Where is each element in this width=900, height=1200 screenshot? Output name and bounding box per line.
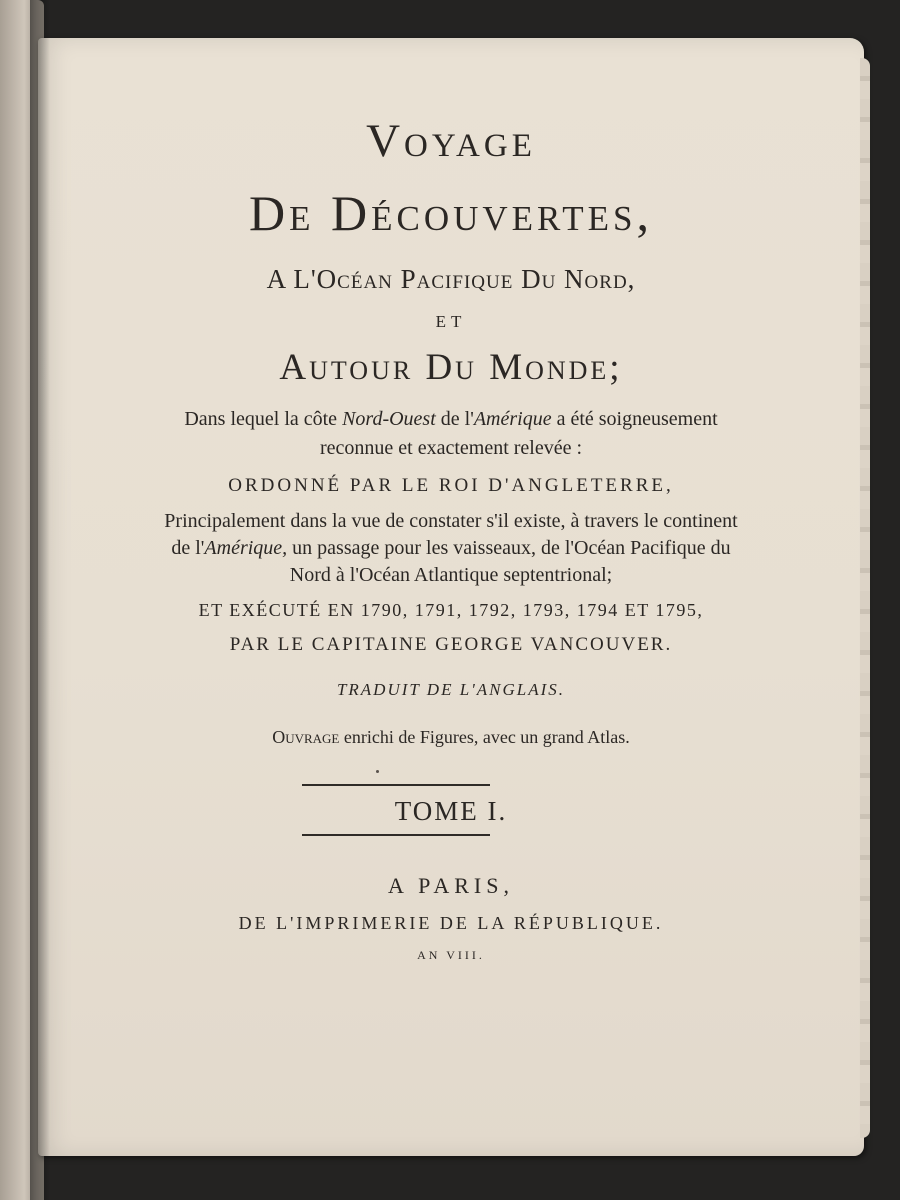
imprint-year: AN VIII. xyxy=(417,948,485,962)
description-line-2: reconnue et exactement relevée : xyxy=(319,437,583,459)
ordonne-line: ORDONNÉ PAR LE ROI D'ANGLETERRE, xyxy=(228,475,674,496)
translated-line: TRADUIT DE L'ANGLAIS. xyxy=(336,680,566,699)
tome-label: TOME I. xyxy=(394,796,508,826)
captain-line: PAR LE CAPITAINE GEORGE VANCOUVER. xyxy=(229,634,673,655)
ink-speck xyxy=(376,770,379,773)
purpose-line-3: Nord à l'Océan Atlantique septentrional; xyxy=(289,564,613,586)
title-line-decouvertes: De Découvertes, xyxy=(249,185,653,241)
purpose-line-2: de l'Amérique, un passage pour les vaisseaux, de l'Océan Pacifique du xyxy=(171,537,731,559)
title-line-ocean-pacifique: A L'Océan Pacifique Du Nord, xyxy=(266,264,636,294)
title-line-voyage: Voyage xyxy=(366,115,536,167)
title-line-et: ET xyxy=(435,312,467,331)
purpose-line-1: Principalement dans la vue de constater s'il existe, à travers le continent xyxy=(164,510,738,532)
tome-rule-top xyxy=(302,784,490,786)
description-line-1: Dans lequel la côte Nord-Ouest de l'Amérique a été soigneusement xyxy=(184,408,718,430)
tome-rule-bottom xyxy=(302,834,490,836)
imprint-printer: DE L'IMPRIMERIE DE LA RÉPUBLIQUE. xyxy=(238,913,664,933)
title-line-autour-du-monde: Autour Du Monde; xyxy=(279,347,623,388)
execute-dates-line: ET EXÉCUTÉ EN 1790, 1791, 1792, 1793, 1794 ET 1795, xyxy=(198,600,704,620)
imprint-city: A PARIS, xyxy=(387,873,514,898)
ouvrage-line: Ouvrage enrichi de Figures, avec un grand Atlas. xyxy=(272,727,630,747)
